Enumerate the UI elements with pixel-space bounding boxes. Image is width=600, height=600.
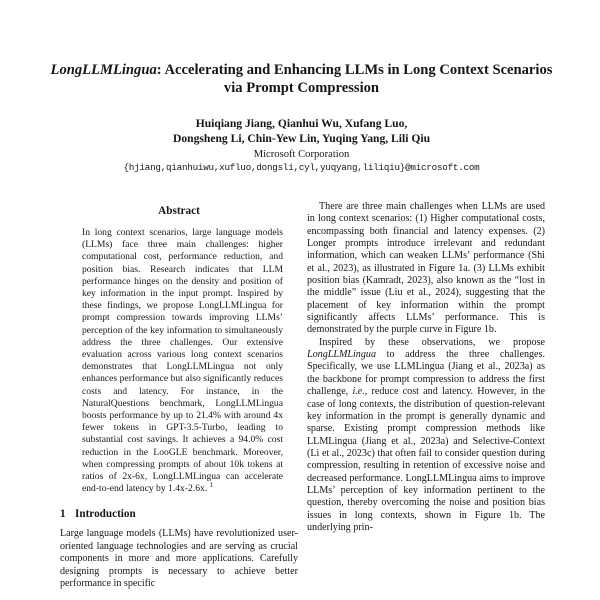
par2-text-run-1: Inspired by these observations, we propose bbox=[319, 336, 545, 348]
right-column-paragraph-1: There are three main challenges when LLMs are used in long context scenarios: (1) Higher computational costs, encompassing both financial and latency expenses. (2) Longer prompts introduce irrelevant and redundant information, which can weaken LLMs’ performance (Shi et al., 2023), as illustrated in Figure 1a. (3) LLMs exhibit position bias (Kamradt, 2023), also known as the “lost in the middle” issue (Liu et al., 2024), suggesting that the placement of key information within the prompt significantly affects LLMs’ performance. This is demonstrated by the purple curve in Figure 1b. bbox=[307, 201, 545, 336]
authors-line-1: Huiqiang Jiang, Qianhui Wu, Xufang Luo, bbox=[195, 117, 408, 130]
paper-title-rest: : Accelerating and Enhancing LLMs in Long Context Scenarios via Prompt Compression bbox=[156, 62, 553, 96]
paper-title bbox=[46, 62, 557, 97]
footnote-marker: 1 bbox=[209, 482, 214, 490]
par2-text-run-2: to address the three challenges. Specifically, we use LLMLingua (Jiang et al., 2023a) as the backbone for prompt compression to address the first challenge, bbox=[307, 349, 545, 398]
left-column bbox=[60, 201, 298, 590]
par2-ie-italic: i.e. bbox=[352, 386, 365, 398]
par2-text-run-3: , reduce cost and latency. However, in the case of long contexts, the distribution of question-relevant key information in the prompt is generally dynamic and sparse. Existing prompt compression methods like LLMLingua (Jiang et al., 2023a) and Selective-Context (Li et al., 2023c) that often fail to consider question during compression, resulting in retention of excessive noise and decreased performance. LongLLMLingua aims to improve LLMs’ perception of key information pertinent to the question, thereby overcoming the noise and position bias issues in long contexts, shown in Figure 1b. The underlying prin- bbox=[307, 386, 545, 533]
section-title: Introduction bbox=[75, 508, 136, 521]
author-emails: {hjiang,qianhuiwu,xufluo,dongsli,cyl,yuqyang,liliqiu}@microsoft.com bbox=[123, 162, 480, 173]
authors-line-2: Dongsheng Li, Chin-Yew Lin, Yuqing Yang, Lili Qiu bbox=[172, 131, 431, 145]
author-block bbox=[60, 117, 543, 146]
abstract-heading: Abstract bbox=[158, 205, 200, 217]
right-column bbox=[307, 201, 545, 534]
abstract-text: In long context scenarios, large language models (LLMs) face three main challenges: higher computational cost, performance reduction, and position bias. Research indicates that LLM performance hinges on the density and position of key information in the input prompt. Inspired by these findings, we propose LongLLMLingua for prompt compression towards improving LLMs’ perception of the key information to simultaneously address the three challenges. Our extensive evaluation across various long context scenarios demonstrates that LongLLMLingua not only enhances performance but also significantly reduces costs and latency. For instance, in the NaturalQuestions benchmark, LongLLMLingua boosts performance by up to 21.4% with around 4x fewer tokens in GPT-3.5-Turbo, leading to substantial cost savings. It achieves a 94.0% cost reduction in the LooGLE benchmark. Moreover, when compressing prompts of about 10k tokens at ratios of 2x-6x, LongLLMLingua can accelerate end-to-end latency by 1.4x-2.6x. bbox=[82, 227, 283, 495]
section-number: 1 bbox=[60, 508, 66, 521]
two-column-body bbox=[60, 201, 543, 590]
section-1-heading bbox=[60, 508, 298, 521]
affiliation: Microsoft Corporation bbox=[253, 149, 350, 160]
paper-title-system-name: LongLLMLingua bbox=[50, 62, 157, 78]
par2-system-name-italic: LongLLMLingua bbox=[307, 349, 376, 361]
introduction-paragraph-1: Large language models (LLMs) have revolutionized user-oriented language technologies and are serving as crucial components in more and more applications. Carefully designing prompts is necessary to achieve better performance in specific bbox=[60, 528, 298, 589]
abstract-body bbox=[82, 227, 283, 495]
right-column-paragraph-2 bbox=[307, 337, 545, 535]
